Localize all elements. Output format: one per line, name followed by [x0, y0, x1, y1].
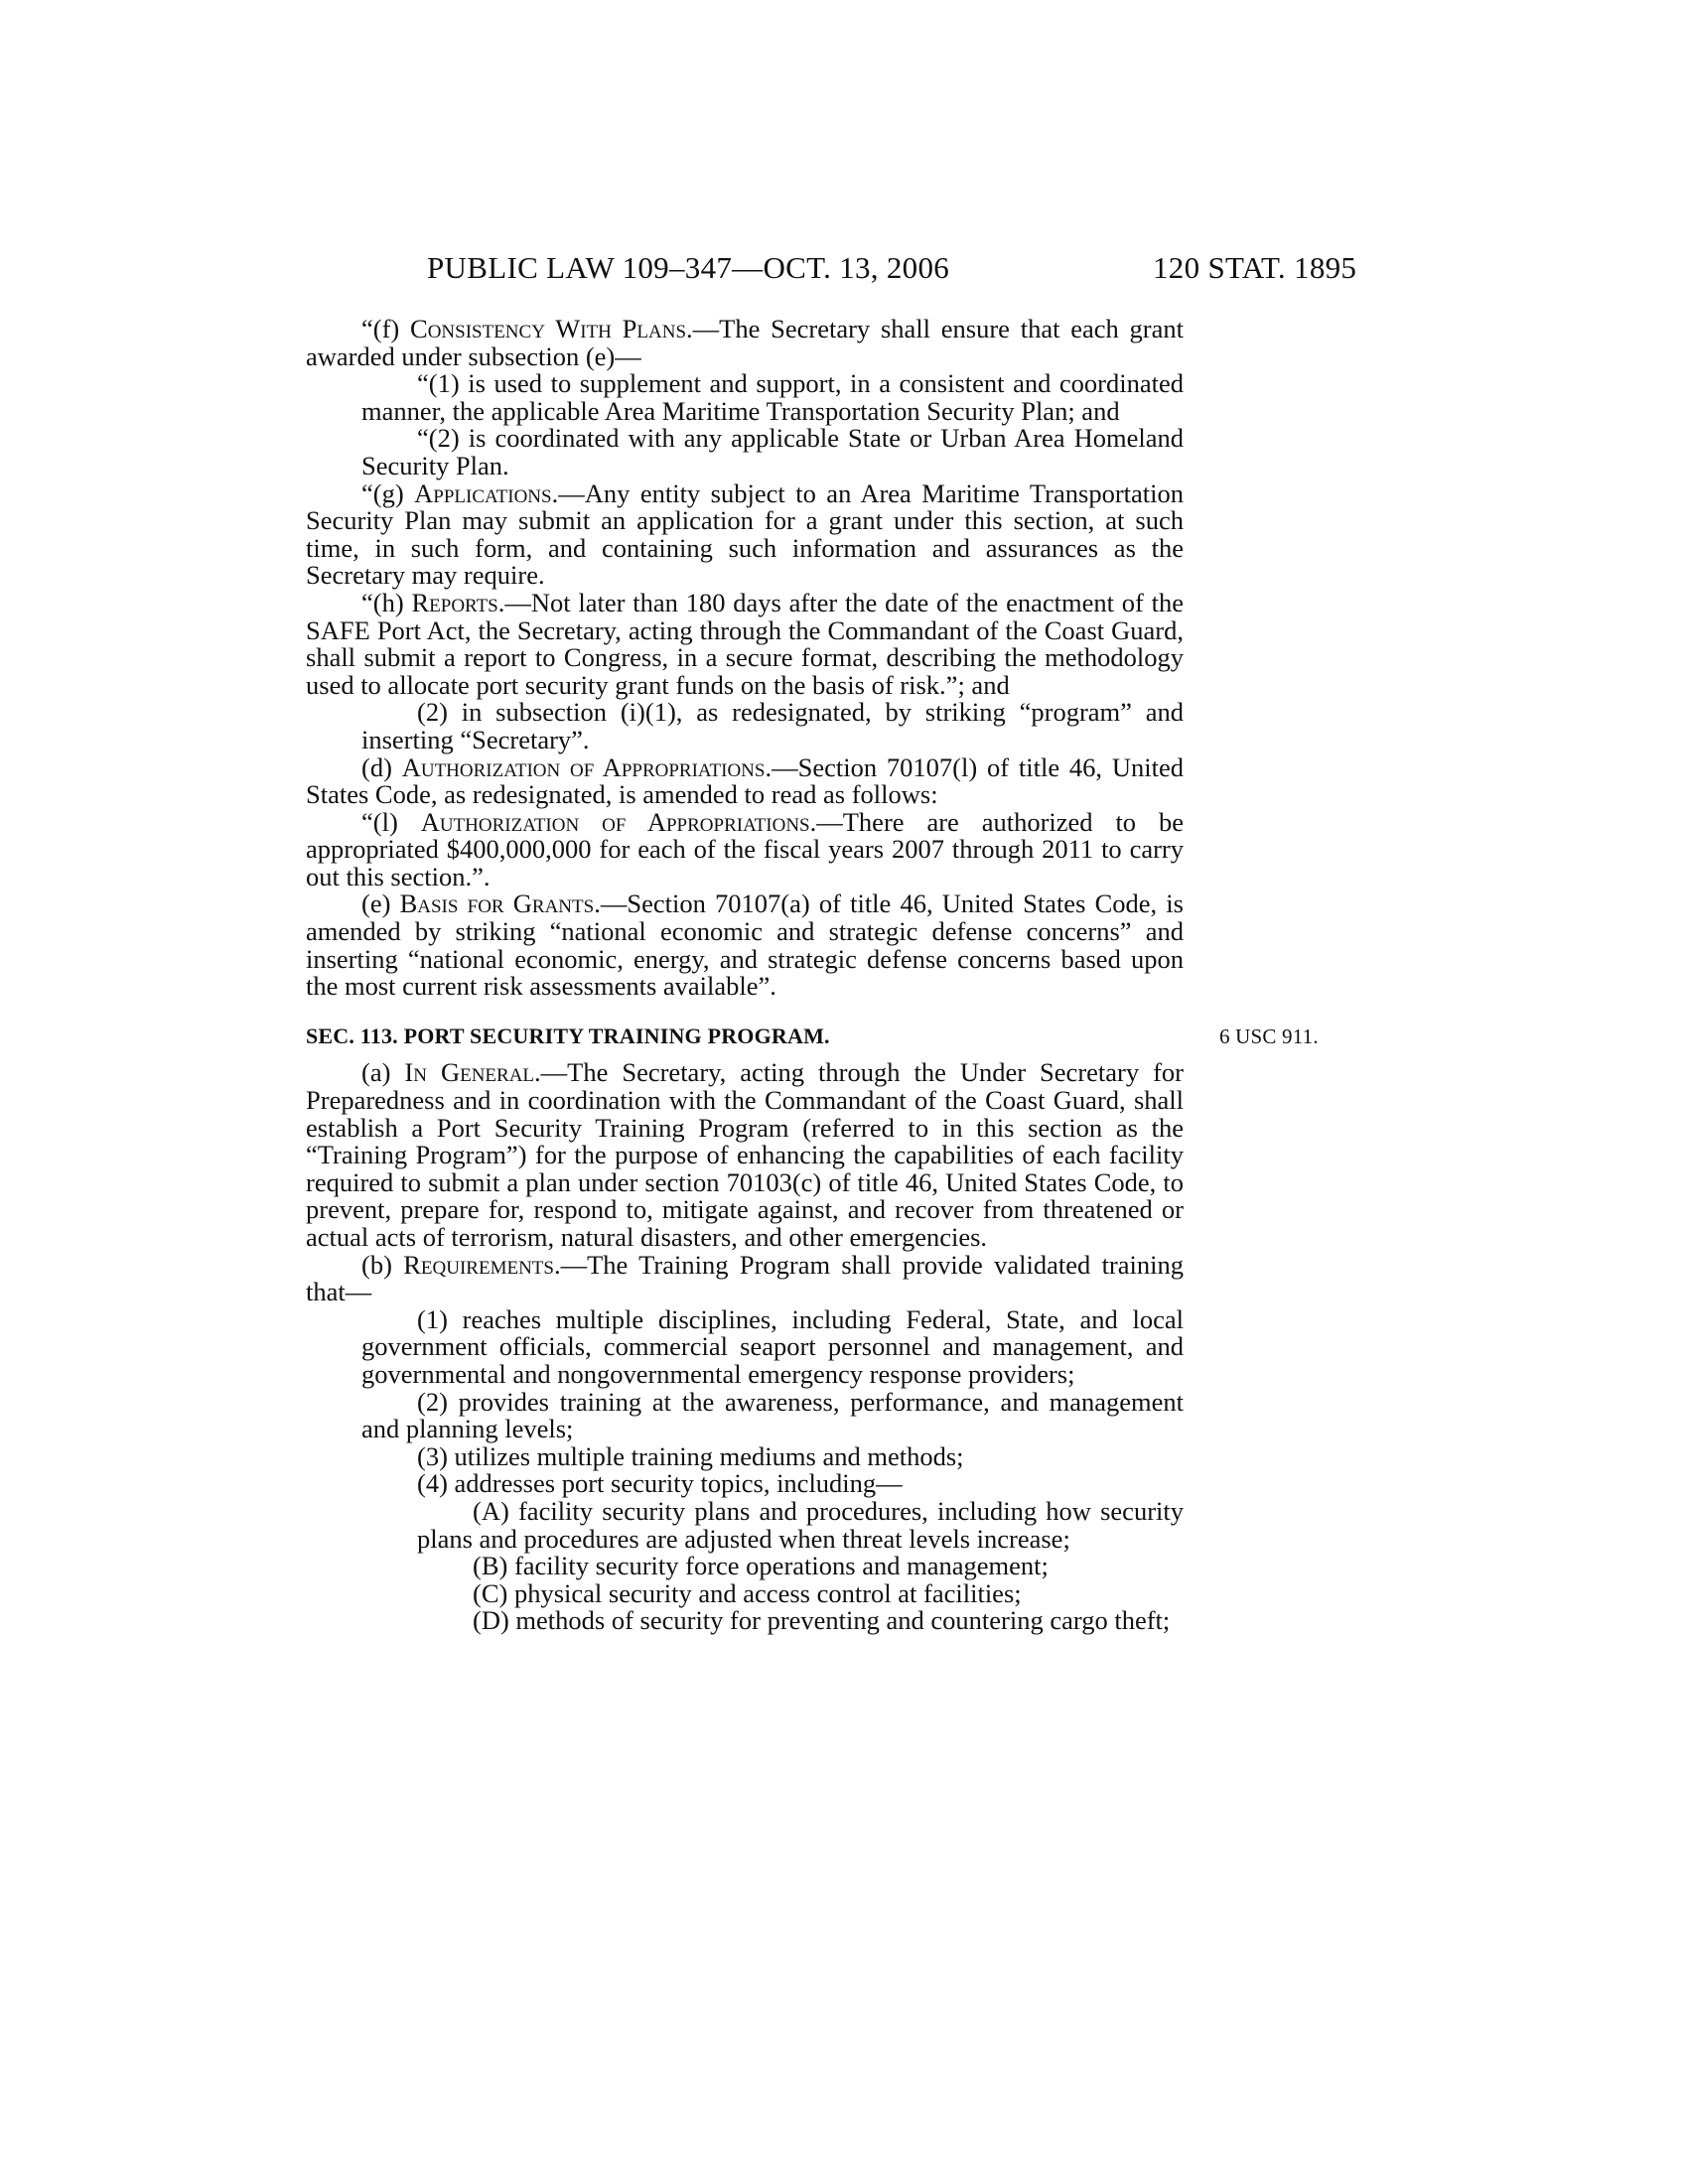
- subsection-f-item-1: “(1) is used to supplement and support, in a consistent and coordinated manner, the applicable Area Maritime Transportation Security Plan; and: [361, 368, 1184, 426]
- subsection-e: (e) Basis for Grants.—Section 70107(a) of title 46, United States Code, is amended by striking “national economic and strategic defense concerns” and inserting “national economic, energy, and strategic defense concerns based upon the most current risk assessments available”.: [306, 888, 1184, 1002]
- section-title: SEC. 113. PORT SECURITY TRAINING PROGRAM.: [306, 1023, 830, 1048]
- sub-list-item: (B) facility security force operations and management;: [473, 1551, 1049, 1581]
- sub-list-item: (D) methods of security for preventing and countering cargo theft;: [473, 1605, 1171, 1636]
- subsection-d: (d) Authorization of Appropriations.—Section 70107(l) of title 46, United States Code, as redesignated, is amended to read as follows:: [306, 751, 1184, 810]
- subsection-b-heading: Requirements: [403, 1249, 554, 1280]
- subsection-g: “(g) Applications.—Any entity subject to an Area Maritime Transportation Security Plan may submit an application for a grant under this section, at such time, in such form, and containing such information and assurances as the Secretary may require.: [306, 478, 1184, 591]
- statute-page-number: 120 STAT. 1895: [1153, 250, 1357, 285]
- subsection-f-heading: Consistency With Plans: [410, 314, 687, 343]
- subsection-d-heading: Authorization of Appropriations: [401, 751, 766, 782]
- subsection-f-item-2: “(2) is coordinated with any applicable State or Urban Area Homeland Security Plan.: [361, 423, 1184, 480]
- subsection-f: “(f) Consistency With Plans.—The Secretary shall ensure that each grant awarded under subsection (e)—: [306, 314, 1184, 371]
- list-item: (3) utilizes multiple training mediums and methods;: [417, 1440, 964, 1471]
- sub-list-item: (A) facility security plans and procedures, including how security plans and procedures are adjusted when threat levels increase;: [417, 1495, 1184, 1554]
- section-heading: [306, 1023, 1319, 1050]
- subsection-h-heading: Reports: [411, 587, 498, 617]
- subsection-l: “(l) Authorization of Appropriations.—There are authorized to be appropriated $400,000,000 for each of the fiscal years 2007 through 2011 to carry out this section.”.: [306, 806, 1184, 891]
- subsection-b: (b) Requirements.—The Training Program shall provide validated training that—: [306, 1249, 1184, 1307]
- subsection-g-heading: Applications: [414, 478, 552, 508]
- list-item: (1) reaches multiple disciplines, including Federal, State, and local government officials, commercial seaport personnel and management, and governmental and nongovernmental emergency response providers;: [361, 1303, 1184, 1389]
- subsection-e-heading: Basis for Grants: [399, 888, 595, 919]
- list-item: (2) provides training at the awareness, performance, and management and planning levels;: [361, 1386, 1184, 1444]
- paragraph-2: (2) in subsection (i)(1), as redesignated, by striking “program” and inserting “Secretary”.: [361, 697, 1184, 754]
- subsection-a-heading: In General: [404, 1057, 535, 1088]
- list-item: (4) addresses port security topics, including—: [417, 1468, 903, 1499]
- subsection-l-heading: Authorization of Appropriations: [420, 806, 810, 837]
- sub-list-item: (C) physical security and access control at facilities;: [473, 1577, 1022, 1608]
- document-body: [306, 314, 1319, 1636]
- subsection-a: (a) In General.—The Secretary, acting through the Under Secretary for Preparedness and in coordination with the Commandant of the Coast Guard, shall establish a Port Security Training Program (referred to in this section as the “Training Program”) for the purpose of enhancing the capabilities of each facility required to submit a plan under section 70103(c) of title 46, United States Code, to prevent, prepare for, respond to, mitigate against, and recover from threatened or actual acts of terrorism, natural disasters, and other emergencies.: [306, 1057, 1184, 1252]
- running-head: PUBLIC LAW 109–347—OCT. 13, 2006: [427, 250, 950, 285]
- margin-citation: 6 USC 911.: [1219, 1024, 1319, 1048]
- subsection-h: “(h) Reports.—Not later than 180 days after the date of the enactment of the SAFE Port Act, the Secretary, acting through the Commandant of the Coast Guard, shall submit a report to Congress, in a secure format, describing the methodology used to allocate port security grant funds on the basis of risk.”; and: [306, 587, 1184, 700]
